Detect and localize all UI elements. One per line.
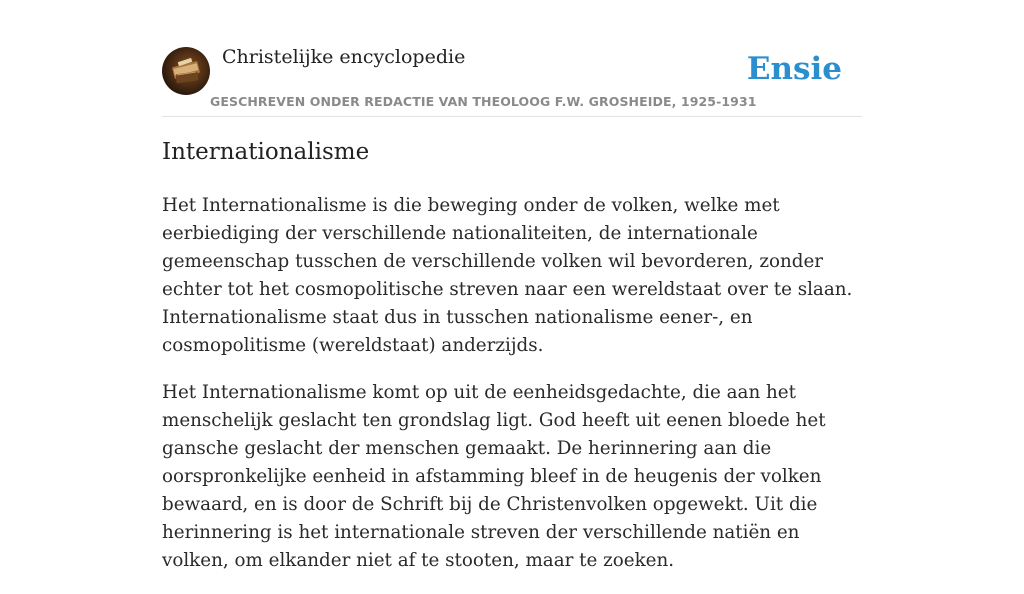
article-paragraph: Het Internationalisme is die beweging onder de volken, welke met eerbiediging der verschillende nationaliteiten, de internationale gemeenschap tusschen de verschillende volken wil bevorderen, zonder echter tot het cosmopolitische streven naar een wereldstaat over te slaan. Internationalisme staat dus in tusschen nationalisme eener-, en cosmopolitisme (wereldstaat) anderzijds. <box>162 195 853 356</box>
publication-subtitle: GESCHREVEN ONDER REDACTIE VAN THEOLOOG F.W. GROSHEIDE, 1925-1931 <box>210 94 757 109</box>
article-body <box>162 192 862 594</box>
article-paragraph: Het Internationalisme komt op uit de eenheidsgedachte, die aan het menschelijk geslacht ten grondslag ligt. God heeft uit eenen bloede het gansche geslacht der menschen gemaakt. De herinnering aan die oorspronkelijke eenheid in afstamming bleef in de heugenis der volken bewaard, en is door de Schrift bij de Christenvolken opgewekt. Uit die herinnering is het internationale streven der verschillende natiën en volken, om elkander niet af te stooten, maar te zoeken. <box>162 382 826 571</box>
book-icon <box>162 47 210 95</box>
brand-logo-link[interactable]: Ensie <box>746 51 842 87</box>
publication-title[interactable]: Christelijke encyclopedie <box>222 46 466 68</box>
publication-avatar[interactable] <box>162 47 210 95</box>
site-header <box>162 44 862 117</box>
article-title: Internationalisme <box>162 139 370 165</box>
